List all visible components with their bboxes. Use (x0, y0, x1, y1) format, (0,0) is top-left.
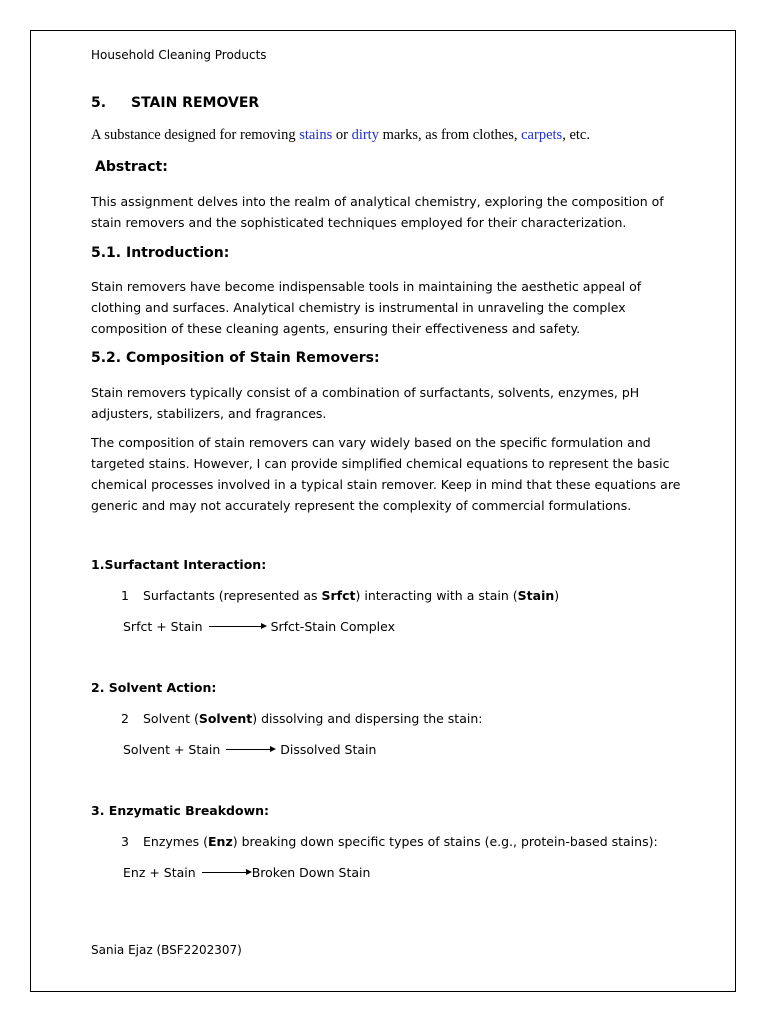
definition-part: or (332, 127, 352, 143)
step-text: ) interacting with a stain ( (355, 588, 518, 603)
stains-link[interactable]: stains (299, 127, 333, 143)
definition-part: , etc. (562, 127, 590, 143)
equation-step (121, 588, 559, 603)
chemical-equation (123, 865, 370, 880)
equation-products: Dissolved Stain (280, 742, 377, 757)
definition-part: A substance designed for removing (91, 127, 300, 143)
section-title: STAIN REMOVER (131, 95, 260, 111)
equation-title: 2. Solvent Action: (91, 680, 217, 695)
step-text: Enzymes ( (143, 834, 209, 849)
step-text: ) breaking down specific types of stains (e.g., protein-based stains): (232, 834, 658, 849)
section-number: 5. (91, 95, 107, 111)
step-text: Solvent ( (143, 711, 199, 726)
composition-heading: 5.2. Composition of Stain Removers: (91, 350, 380, 366)
abstract-paragraph: This assignment delves into the realm of analytical chemistry, exploring the composition of stain removers and the sophisticated techniques employed for their characterization. (91, 194, 664, 230)
step-text: ) (554, 588, 560, 603)
composition-paragraph-1: Stain removers typically consist of a combination of surfactants, solvents, enzymes, pH adjusters, stabilizers, and fragrances. (91, 385, 640, 421)
section-heading (91, 95, 259, 111)
reaction-arrow-icon (209, 626, 265, 627)
chemical-equation (123, 619, 395, 634)
equation-step (121, 711, 482, 726)
equation-title: 3. Enzymatic Breakdown: (91, 803, 270, 818)
composition-paragraph-2: The composition of stain removers can vary widely based on the specific formulation and targeted stains. However, I can provide simplified chemical equations to represent the basic chemical processes involved in a typical stain remover. Keep in mind that these equations are generic and may not accurately represent the complexity of commercial formulations. (91, 435, 681, 513)
step-term: Solvent (198, 711, 253, 726)
step-number: 3 (121, 834, 129, 849)
abstract-heading: Abstract: (95, 159, 168, 175)
carpets-link[interactable]: carpets (521, 127, 563, 143)
equation-step (121, 834, 658, 849)
equation-title: 1.Surfactant Interaction: (91, 557, 267, 572)
reaction-arrow-icon (226, 749, 274, 750)
equation-reactants: Enz + Stain (123, 865, 196, 880)
step-number: 1 (121, 588, 129, 603)
step-number: 2 (121, 711, 129, 726)
introduction-heading: 5.1. Introduction: (91, 245, 230, 261)
introduction-paragraph: Stain removers have become indispensable tools in maintaining the aesthetic appeal of clothing and surfaces. Analytical chemistry is instrumental in unraveling the complex composition of these cleaning agents, ensuring their effectiveness and safety. (91, 279, 642, 336)
step-text: ) dissolving and dispersing the stain: (252, 711, 483, 726)
chemical-equation (123, 742, 376, 757)
page-footer: Sania Ejaz (BSF2202307) (91, 943, 242, 957)
equation-reactants: Srfct + Stain (123, 619, 203, 634)
step-text: Surfactants (represented as (143, 588, 322, 603)
definition-text (91, 127, 590, 144)
document-page (30, 30, 736, 992)
step-term: Srfct (321, 588, 356, 603)
equation-products: Srfct-Stain Complex (270, 619, 396, 634)
dirty-link[interactable]: dirty (351, 127, 379, 143)
definition-part: marks, as from clothes, (378, 127, 522, 143)
equation-products: Broken Down Stain (251, 865, 371, 880)
page-header: Household Cleaning Products (91, 48, 267, 62)
step-term: Stain (517, 588, 555, 603)
equation-reactants: Solvent + Stain (123, 742, 221, 757)
step-term: Enz (208, 834, 233, 849)
reaction-arrow-icon (202, 872, 250, 873)
